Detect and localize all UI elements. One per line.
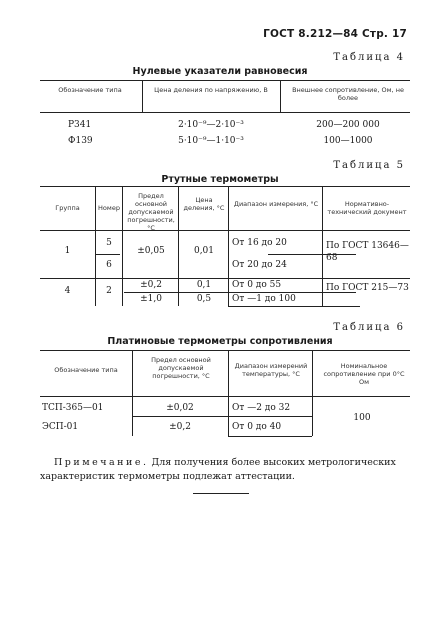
table4-col-divider [280, 80, 281, 112]
table5-cell-division: 0,1 [196, 280, 212, 290]
table6-label: Таблица 6 [333, 322, 405, 333]
table5-col-divider [178, 186, 179, 306]
table5 [40, 186, 410, 306]
table6-header-resistance: Номинальное сопротивление при 0°С Ом [323, 362, 405, 386]
table4-top-rule [40, 80, 410, 81]
table6-col-divider [312, 350, 313, 436]
table5-title: Ртутные термометры [161, 174, 279, 185]
table6-title: Платиновые термометры сопротивления [107, 336, 333, 347]
note-paragraph [40, 456, 410, 484]
note-label: Примечание. [54, 457, 149, 468]
table4-cell-division: 2·10⁻⁹—2·10⁻³ [178, 120, 244, 130]
table5-cell-doc: По ГОСТ 13646—68 [326, 241, 409, 263]
table5-header-group: Группа [55, 204, 80, 212]
table5-header-error: Предел основной допускаемой погрешности, °С [127, 192, 175, 232]
table5-cell-range: От 0 до 55 [232, 280, 282, 290]
table5-col-divider [322, 186, 323, 306]
table5-cell-group: 4 [64, 286, 71, 296]
table6-cell-type: ЭСП-01 [42, 422, 79, 432]
end-rule [193, 493, 249, 494]
table5-cell-error: ±0,2 [140, 280, 162, 290]
table6-cell-error: ±0,2 [169, 422, 191, 432]
table5-cell-group: 1 [64, 246, 71, 256]
table5-cell-number: 2 [106, 286, 112, 296]
table5-cell-range: От 16 до 20 [232, 238, 287, 248]
table6-cell-type: ТСП-365—01 [42, 403, 104, 413]
table4-label: Таблица 4 [333, 52, 405, 63]
table5-cell-error: ±1,0 [140, 294, 162, 304]
table6-cell-range: От 0 до 40 [232, 422, 282, 432]
table5-cell-range: От 20 до 24 [232, 260, 287, 270]
table4-header-division: Цена деления по напряжению, В [154, 86, 268, 94]
table5-number-rule [96, 254, 120, 255]
table5-header-number: Номер [98, 204, 120, 212]
table4-cell-resistance: 200—200 000 [316, 120, 380, 130]
table5-label: Таблица 5 [333, 160, 405, 171]
table6-col-divider [228, 350, 229, 436]
table6-cell-range: От —2 до 32 [232, 403, 291, 413]
table5-col-divider [228, 186, 229, 306]
table5-col-divider [122, 186, 123, 306]
table4-cell-division: 5·10⁻⁹—1·10⁻³ [178, 136, 244, 146]
table5-cell-range: От —1 до 100 [232, 294, 296, 304]
table6-header-error: Предел основной допускаемой погрешности, °С [151, 356, 211, 380]
table5-cell-division: 0,01 [193, 246, 215, 256]
table6-cell-resistance: 100 [353, 413, 371, 423]
note-text: Для получения более высоких метрологических характеристик термометры подлежат аттестации. [40, 457, 396, 482]
table6-row-rule [132, 416, 312, 417]
table5-header-range: Диапазон измерения, °С [233, 200, 319, 208]
table4-header-type: Обозначение типа [58, 86, 122, 94]
table4-title: Нулевые указатели равновесия [132, 66, 308, 77]
table4-col-divider [142, 80, 143, 112]
table5-header-division: Цена деления, °С [183, 196, 225, 212]
table5-cell-division: 0,5 [196, 294, 212, 304]
table6-col-divider [132, 350, 133, 436]
table6 [40, 350, 410, 440]
table4-header-rule [40, 112, 410, 113]
table6-bottom-rule [228, 436, 312, 437]
table6-header-type: Обозначение типа [54, 366, 118, 374]
table4-cell-type: Р341 [68, 120, 92, 130]
table6-header-rule [40, 396, 410, 397]
table5-cell-number: 6 [106, 260, 112, 270]
table5-cell-number: 5 [106, 238, 112, 248]
table5-header-doc: Нормативно-технический документ [327, 200, 407, 216]
table5-bottom-rule [228, 306, 360, 307]
table6-cell-error: ±0,02 [166, 403, 194, 413]
table6-top-rule [40, 350, 410, 351]
table5-cell-error: ±0,05 [137, 246, 165, 256]
table4-cell-resistance: 100—1000 [323, 136, 373, 146]
table4-header-resistance: Внешнее сопротивление, Ом, не более [292, 86, 404, 102]
table6-header-range: Диапазон измерений температуры, °С [234, 362, 308, 378]
table4-cell-type: Ф139 [68, 136, 93, 146]
table5-cell-doc: По ГОСТ 215—73 [326, 283, 409, 293]
page-header: ГОСТ 8.212—84 Стр. 17 [263, 28, 407, 40]
